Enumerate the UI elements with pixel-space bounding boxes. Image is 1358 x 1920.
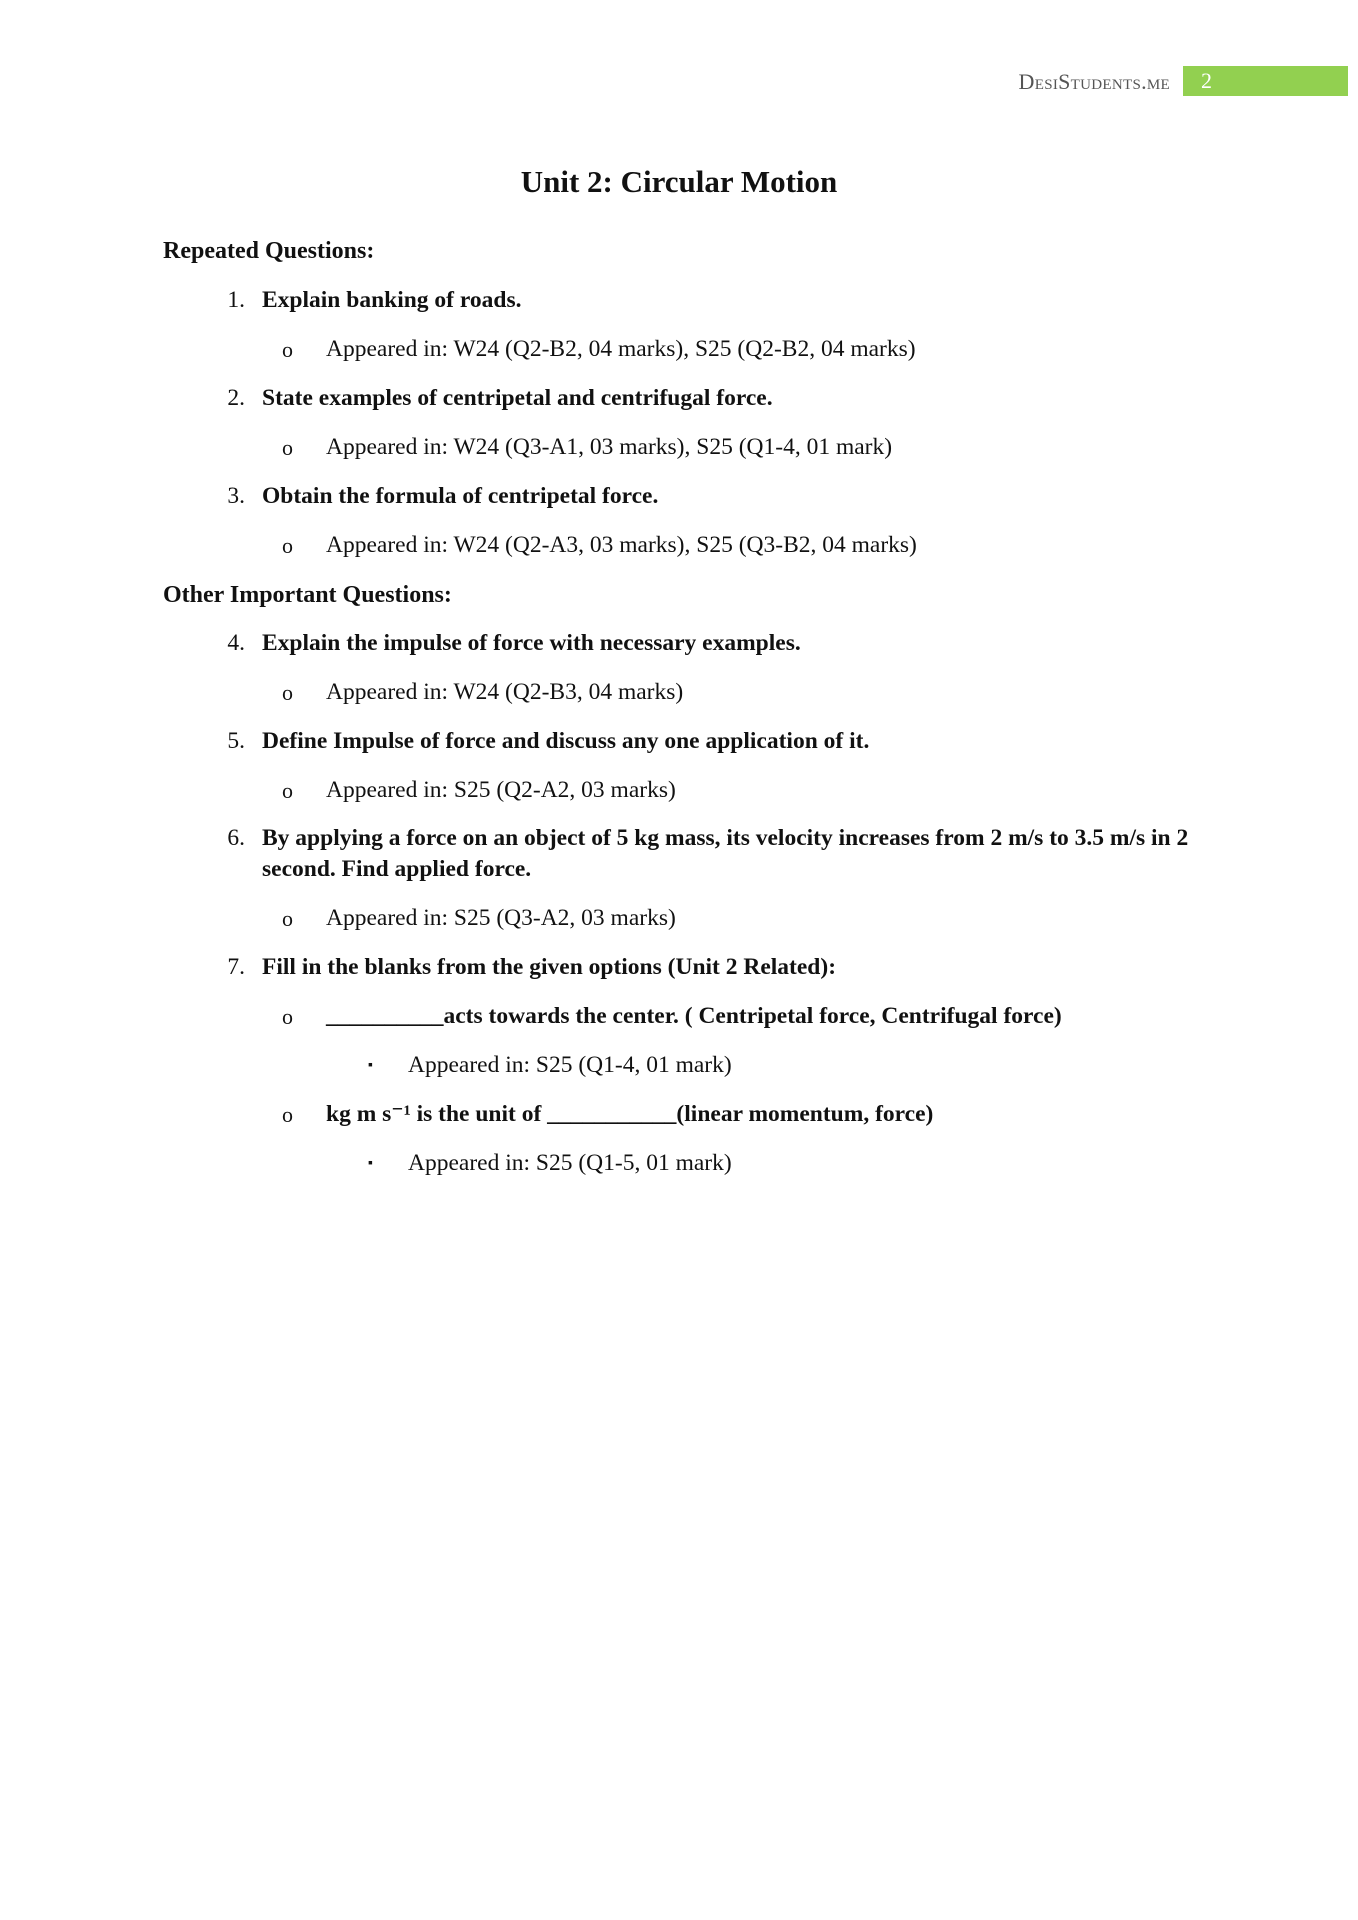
- appeared-item: [282, 432, 892, 463]
- appeared-item: [282, 334, 916, 365]
- square-bullet-icon: ▪: [368, 1058, 373, 1073]
- question-number: 5.: [227, 728, 245, 754]
- question-text: Fill in the blanks from the given options (Unit 2 Related):: [262, 954, 837, 980]
- appeared-text: Appeared in: S25 (Q1-5, 01 mark): [408, 1150, 732, 1176]
- question-text: State examples of centripetal and centrifugal force.: [262, 385, 773, 411]
- question-text: Obtain the formula of centripetal force.: [262, 483, 659, 509]
- appeared-text: Appeared in: S25 (Q1-4, 01 mark): [408, 1052, 732, 1078]
- circle-bullet-icon: o: [282, 533, 293, 558]
- question-item: [200, 628, 1200, 659]
- question-item: [200, 823, 1200, 885]
- appeared-item: [282, 530, 917, 561]
- question-number: 4.: [227, 630, 245, 656]
- blank-item: [282, 1001, 1062, 1032]
- appeared-item: [368, 1148, 732, 1179]
- question-item: [200, 726, 1200, 757]
- circle-bullet-icon: o: [282, 1004, 293, 1029]
- appeared-text: Appeared in: W24 (Q3-A1, 03 marks), S25 (Q1-4, 01 mark): [326, 434, 893, 460]
- circle-bullet-icon: o: [282, 680, 293, 705]
- blank-text: kg m s⁻¹ is the unit of ___________(linear momentum, force): [326, 1101, 934, 1127]
- appeared-item: [282, 903, 676, 934]
- section-heading-other: Other Important Questions:: [163, 582, 452, 608]
- question-item: [200, 952, 1200, 983]
- question-text: Define Impulse of force and discuss any one application of it.: [262, 728, 870, 754]
- question-item: [200, 383, 1200, 414]
- circle-bullet-icon: o: [282, 1102, 293, 1127]
- circle-bullet-icon: o: [282, 906, 293, 931]
- blank-text: __________acts towards the center. ( Centripetal force, Centrifugal force): [326, 1003, 1062, 1029]
- appeared-text: Appeared in: S25 (Q3-A2, 03 marks): [326, 905, 676, 931]
- appeared-item: [368, 1050, 732, 1081]
- appeared-text: Appeared in: W24 (Q2-B2, 04 marks), S25 (Q2-B2, 04 marks): [326, 336, 916, 362]
- square-bullet-icon: ▪: [368, 1156, 373, 1171]
- question-text: By applying a force on an object of 5 kg mass, its velocity increases from 2 m/s to 3.5 m/s in 2 second. Find applied force.: [262, 825, 1189, 882]
- question-number: 7.: [227, 954, 245, 980]
- appeared-item: [282, 775, 676, 806]
- appeared-text: Appeared in: S25 (Q2-A2, 03 marks): [326, 777, 676, 803]
- question-text: Explain the impulse of force with necessary examples.: [262, 630, 801, 656]
- appeared-item: [282, 677, 683, 708]
- page-number: 2: [1183, 66, 1348, 96]
- question-item: [200, 481, 1200, 512]
- question-number: 1.: [227, 287, 245, 313]
- circle-bullet-icon: o: [282, 435, 293, 460]
- question-text: Explain banking of roads.: [262, 287, 522, 313]
- section-heading-repeated: Repeated Questions:: [163, 238, 375, 264]
- circle-bullet-icon: o: [282, 337, 293, 362]
- question-number: 3.: [227, 483, 245, 509]
- site-name: DesiStudents.me: [1018, 69, 1170, 94]
- question-item: [200, 285, 1200, 316]
- blank-item: [282, 1099, 933, 1130]
- appeared-text: Appeared in: W24 (Q2-B3, 04 marks): [326, 679, 684, 705]
- question-number: 6.: [227, 825, 245, 851]
- page-title: Unit 2: Circular Motion: [520, 164, 838, 199]
- question-number: 2.: [227, 385, 245, 411]
- circle-bullet-icon: o: [282, 778, 293, 803]
- appeared-text: Appeared in: W24 (Q2-A3, 03 marks), S25 (Q3-B2, 04 marks): [326, 532, 917, 558]
